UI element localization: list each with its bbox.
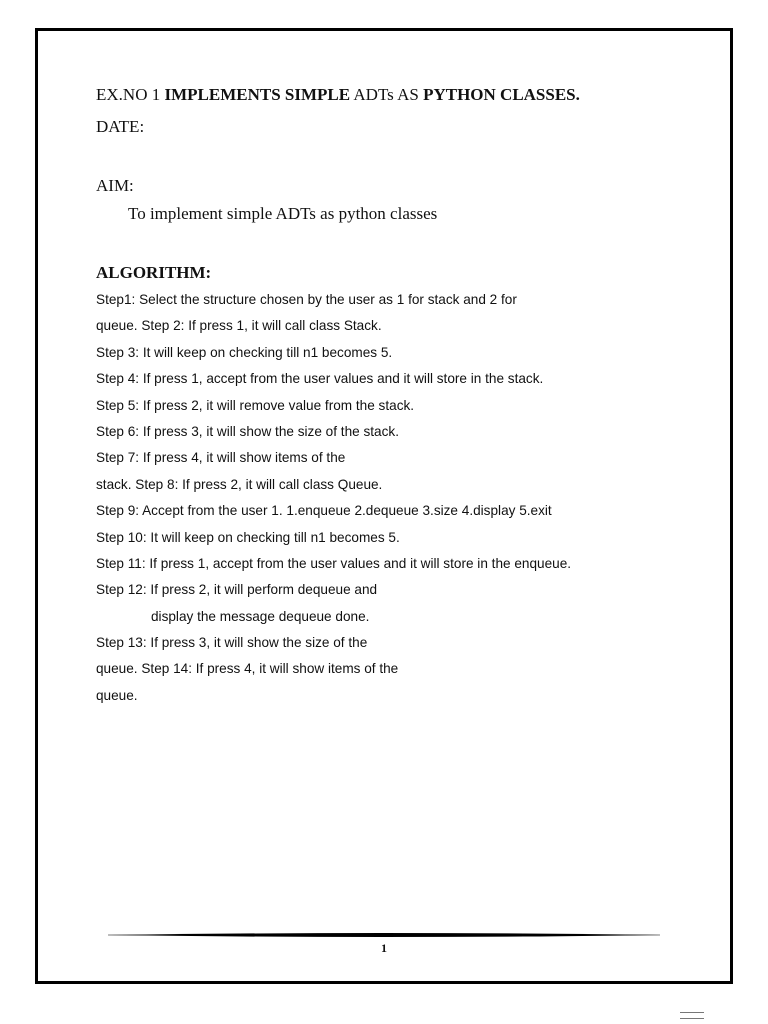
aim-text: To implement simple ADTs as python classes <box>128 204 438 223</box>
step-line: Step 3: It will keep on checking till n1 becomes 5. <box>96 344 393 360</box>
title-bold-part-1: IMPLEMENTS SIMPLE <box>164 85 351 104</box>
step-line: Step 9: Accept from the user 1. 1.enqueue 2.dequeue 3.size 4.display 5.exit <box>96 503 552 519</box>
step-line: Step 4: If press 1, accept from the user values and it will store in the stack. <box>96 371 544 387</box>
step-line: Step1: Select the structure chosen by the user as 1 for stack and 2 for <box>96 292 517 307</box>
step-line: Step 6: If press 3, it will show the size of the stack. <box>96 423 399 439</box>
aim-label: AIM: <box>96 176 134 195</box>
page-number: 1 <box>381 941 387 955</box>
date-label: DATE: <box>96 117 145 136</box>
step-line: Step 12: If press 2, it will perform dequeue and <box>96 582 378 598</box>
step-line: Step 13: If press 3, it will show the size of the <box>96 635 368 651</box>
title-bold-part-2: PYTHON CLASSES. <box>423 85 580 104</box>
footer-divider <box>108 930 660 940</box>
exercise-title <box>96 85 580 105</box>
step-line: queue. Step 2: If press 1, it will call class Stack. <box>96 318 382 334</box>
algorithm-steps <box>96 290 696 712</box>
title-normal-part: ADTs AS <box>350 85 424 104</box>
corner-mark <box>680 1012 704 1019</box>
step-line: Step 10: It will keep on checking till n1 becomes 5. <box>96 529 400 545</box>
step-line: stack. Step 8: If press 2, it will call class Queue. <box>96 476 383 492</box>
step-line: display the message dequeue done. <box>151 608 370 624</box>
step-line: queue. Step 14: If press 4, it will show items of the <box>96 661 399 677</box>
algorithm-heading: ALGORITHM: <box>96 263 212 282</box>
step-line: Step 7: If press 4, it will show items of the <box>96 450 346 466</box>
exercise-number: EX.NO 1 <box>96 85 165 104</box>
step-line: Step 5: If press 2, it will remove value from the stack. <box>96 397 415 413</box>
step-line: Step 11: If press 1, accept from the user values and it will store in the enqueue. <box>96 555 572 571</box>
step-line: queue. <box>96 687 138 703</box>
